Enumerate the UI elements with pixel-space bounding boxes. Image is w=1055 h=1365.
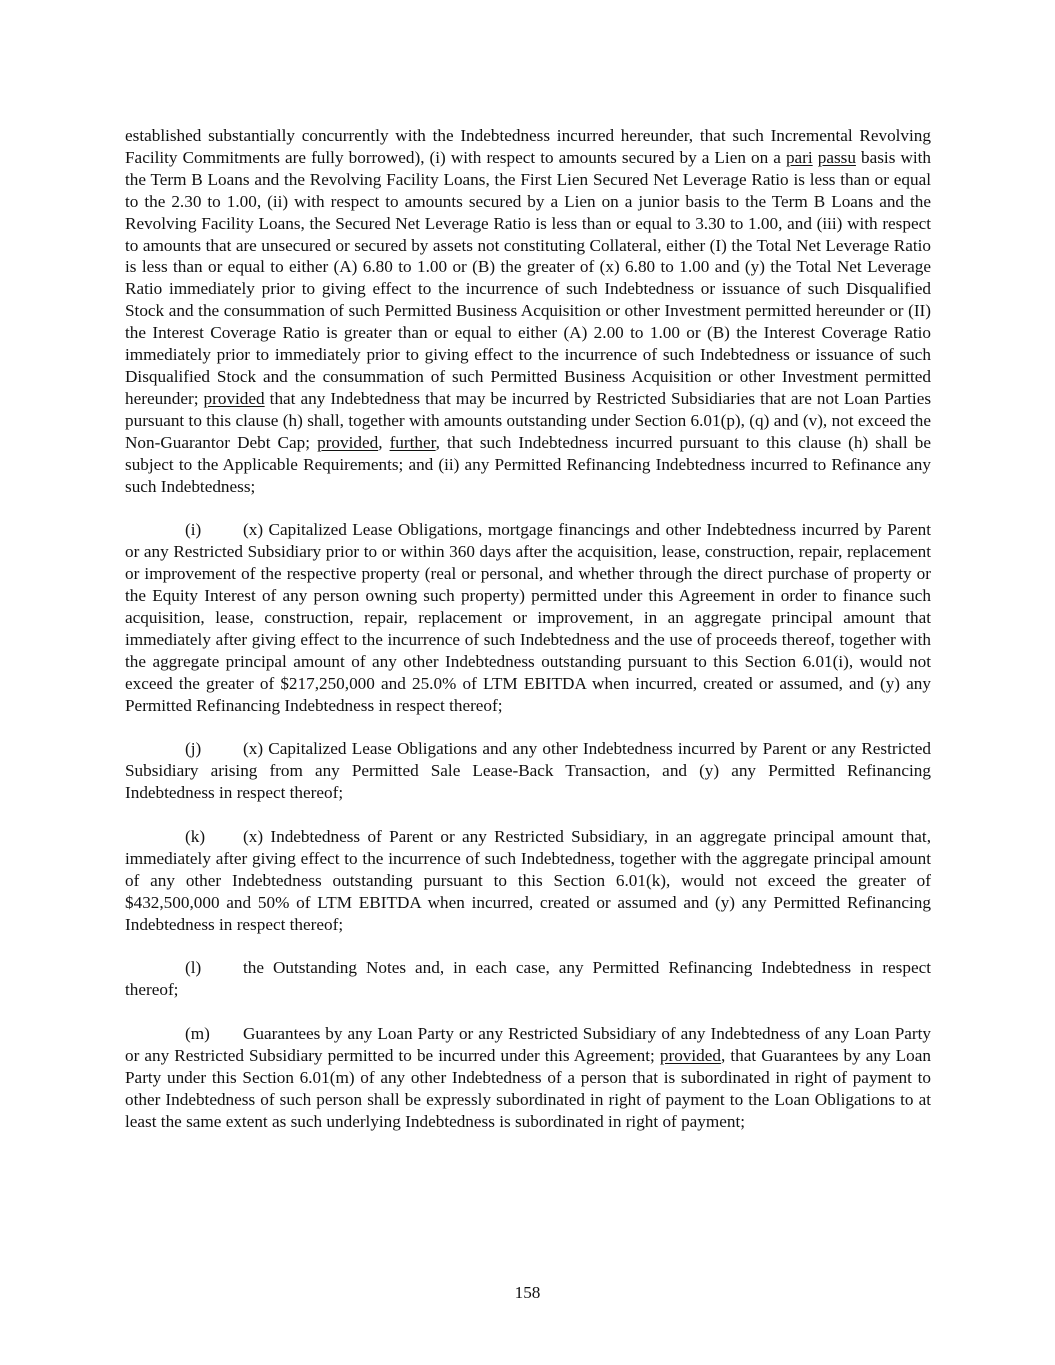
underlined-term: provided — [659, 1045, 721, 1065]
clause-label: (l) — [185, 958, 202, 978]
continuation-paragraph — [125, 125, 931, 497]
underlined-term: further — [389, 432, 436, 452]
paragraph-text: (x) Capitalized Lease Obligations, mortgage financings and other Indebtedness incurred by Parent or any Restricted Subsidiary prior to or within 360 days after the acquisition, lease, construction, repair, replacement or improvement of the respective property (real or personal, and whether through the direct purchase of property or the Equity Interest of any person owning such property) permitted under this Agreement in order to finance such acquisition, lease, construction, repair, replacement or improvement, in an aggregate principal amount that immediately after giving effect to the incurrence of such Indebtedness and the use of proceeds thereof, together with the aggregate principal amount of any other Indebtedness outstanding pursuant to this Section 6.01(i), would not exceed the greater of $217,250,000 and 25.0% of LTM EBITDA when incurred, created or assumed, and (y) any Permitted Refinancing Indebtedness in respect thereof; — [125, 520, 931, 715]
paragraph-text: Guarantees by any Loan Party or any Restricted Subsidiary of any Indebtedness of any Loan Party or any Restricted Subsidiary permitted to be incurred under this Agreement; — [125, 1024, 931, 1065]
clause-paragraph — [125, 738, 931, 804]
clause-paragraph — [125, 957, 931, 1001]
page-number: 158 — [514, 1283, 541, 1302]
clause-paragraph — [125, 1023, 931, 1133]
paragraph-text: that any Indebtedness that may be incurred by Restricted Subsidiaries that are not Loan Parties pursuant to this clause (h) shall, together with amounts outstanding under Section 6.01(p), (q) and (v), not exceed the Non-Guarantor Debt Cap; — [125, 388, 932, 452]
paragraph-text: established substantially concurrently with the Indebtedness incurred hereunder, that such Incremental Revolving Facility Commitments are fully borrowed), (i) with respect to amounts secured by a Lien on a — [125, 126, 931, 167]
clause-paragraph — [125, 519, 931, 716]
clause-label: (i) — [185, 520, 202, 540]
paragraph-text: the Outstanding Notes and, in each case, any Permitted Refinancing Indebtedness in respect thereof; — [125, 958, 931, 1000]
clause-label: (k) — [185, 826, 206, 846]
underlined-term: provided — [203, 388, 265, 408]
clause-paragraph — [125, 826, 931, 936]
document-body — [125, 125, 931, 1155]
paragraph-text: , that such Indebtedness incurred pursuant to this clause (h) shall be subject to the Applicable Requirements; and (ii) any Permitted Refinancing Indebtedness incurred to Refinance any such Indebtedness; — [125, 432, 932, 496]
paragraph-text: , that Guarantees by any Loan Party under this Section 6.01(m) of any other Indebtedness of a person that is subordinated in right of payment to other Indebtedness of such person shall be expressly subordinated in right of payment to the Loan Obligations to at least the same extent as such underlying Indebtedness is subordinated in right of payment; — [125, 1045, 931, 1131]
paragraph-text: (x) Capitalized Lease Obligations and any other Indebtedness incurred by Parent or any Restricted Subsidiary arising from any Permitted Sale Lease-Back Transaction, and (y) any Permitted Refinancing Indebtedness in respect thereof; — [125, 739, 931, 803]
clause-label: (m) — [185, 1024, 210, 1044]
underlined-term: pari — [785, 147, 813, 167]
paragraph-text: , — [378, 432, 390, 452]
paragraph-text: basis with the Term B Loans and the Revolving Facility Loans, the First Lien Secured Net Leverage Ratio is less than or equal to the 2.30 to 1.00, (ii) with respect to amounts secured by a Lien on a junior basis to the Term B Loans and the Revolving Facility Loans, the Secured Net Leverage Ratio is less than or equal to 3.30 to 1.00, and (iii) with respect to amounts that are unsecured or secured by assets not constituting Collateral, either (I) the Total Net Leverage Ratio is less than or equal to either (A) 6.80 to 1.00 or (B) the greater of (x) 6.80 to 1.00 and (y) the Total Net Leverage Ratio immediately prior to giving effect to the incurrence of such Indebtedness or issuance of such Disqualified Stock and the consummation of such Permitted Business Acquisition or other Investment permitted hereunder or (II) the Interest Coverage Ratio is greater than or equal to either (A) 2.00 to 1.00 or (B) the Interest Coverage Ratio immediately prior to immediately prior to giving effect to the incurrence of such Indebtedness or issuance of such Disqualified Stock and the consummation of such Permitted Business Acquisition or other Investment permitted hereunder; — [125, 147, 932, 408]
clause-label: (j) — [185, 739, 202, 759]
underlined-term: provided — [317, 432, 379, 452]
underlined-term: passu — [817, 147, 856, 167]
paragraph-text: (x) Indebtedness of Parent or any Restricted Subsidiary, in an aggregate principal amount that, immediately after giving effect to the incurrence of such Indebtedness, together with the aggregate principal amount of any other Indebtedness outstanding pursuant to this Section 6.01(k), would not exceed the greater of $432,500,000 and 50% of LTM EBITDA when incurred, created or assumed and (y) any Permitted Refinancing Indebtedness in respect thereof; — [125, 826, 931, 934]
